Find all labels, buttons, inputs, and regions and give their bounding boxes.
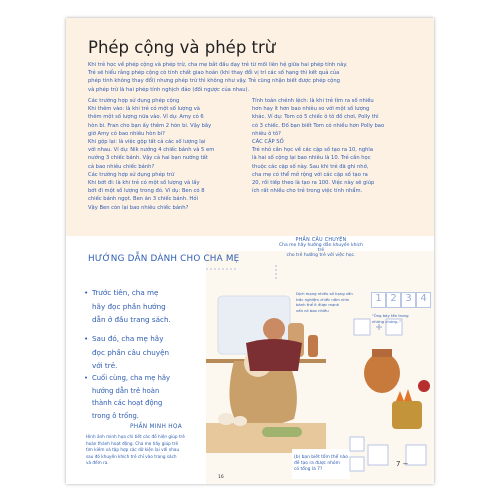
number-box: 1 — [371, 292, 386, 308]
page-number: 16 — [218, 475, 224, 480]
intro-line: Trẻ sẽ hiểu rằng phép cộng có tính chất giao hoán (khi thay đổi vị trí các số hạng thì kết quả của — [88, 70, 340, 77]
col-line: CÁC CẶP SỐ — [252, 139, 284, 146]
bubble-line: trắc nghiệm chiếc nấm nhìn — [296, 296, 350, 302]
col-line: Tính toán chênh lệch: là khi trẻ tìm ra số nhiều — [252, 98, 374, 104]
guide-title: HƯỚNG DẪN DÀNH CHO CHA MẸ — [88, 254, 240, 264]
col-line: 20, rồi tiếp theo là tạo ra 100. Việc này sẽ giúp — [252, 180, 375, 187]
bubble-line: Dịch mạng nhiều số hạng vấn — [296, 291, 353, 296]
question-line: có tổng là 7? — [294, 467, 323, 473]
col-line: cả bao nhiêu chiếc bánh? — [88, 163, 155, 170]
activity-prompt — [372, 313, 432, 324]
bullet-line: thành các hoạt động — [92, 399, 163, 407]
col-line: Vậy Ben còn lại bao nhiêu chiếc bánh? — [88, 204, 189, 211]
bullet-line: • Cuối cùng, cha mẹ hãy — [92, 374, 171, 382]
bubble-line: vấn có bao nhiêu — [296, 307, 329, 313]
parents-notes-panel — [66, 18, 434, 236]
bullet-line: trong ô trống. — [92, 411, 139, 420]
guide-panel — [66, 236, 434, 484]
col-line: có 3 chiếc. Đố bạn biết Tom có nhiều hơn Polly bao — [252, 122, 385, 129]
illustration-area — [206, 251, 434, 484]
col-line: Khi thêm vào: là khi trẻ có một số lượng và — [88, 106, 200, 113]
text-line: hoàn thành hoạt động. Cha mẹ hãy giúp trẻ — [86, 440, 179, 446]
intro-line: Khi trẻ học về phép cộng và phép trừ, cha mẹ bắt đầu dạy trẻ từ mối liên hệ giữa hai phép tính này. — [88, 62, 348, 68]
speech-bubble — [296, 291, 358, 313]
bullet-line: hãy đọc phần hướng — [92, 301, 166, 311]
question-line: đề tạo ra được nhóm — [294, 461, 340, 467]
story-line: cho trẻ hướng trẻ với việc học. — [286, 253, 356, 258]
col-line: nướng 3 chiếc bánh. Vậy cả hai bạn nướng tất — [88, 155, 208, 162]
col-line: Các trường hợp sử dụng phép trừ — [88, 171, 175, 178]
number-box: 4 — [416, 292, 431, 308]
question-text — [294, 455, 364, 474]
bullet-line: dẫn ở đầu trang sách. — [92, 315, 171, 324]
question-line: (b) bạn biết tổm thể nào — [294, 455, 348, 460]
col-line: ích rất nhiều cho trẻ trong việc tính nhẩm. — [252, 188, 363, 195]
col-line: hòn bi. Fran cho bạn ấy thêm 2 hòn bi. Vậy bây — [88, 122, 212, 129]
illustration-section-title: PHẦN MINH HỌA — [130, 424, 183, 430]
right-column — [252, 97, 414, 195]
intro-text — [88, 61, 412, 94]
bullet-line: • Trước tiên, cha mẹ — [92, 288, 159, 297]
bullet-line: đọc phần câu chuyện — [92, 347, 170, 357]
book-page — [66, 18, 434, 484]
guide-bullet — [92, 332, 169, 373]
col-line: Khi bớt đi: là khi trẻ có một số lượng và lấy — [88, 180, 200, 187]
story-line: Cha mẹ hãy hướng dẫn khuyến khích trẻ — [278, 243, 364, 253]
col-line: với nhau. Ví dụ: Nik nướng 4 chiếc bánh và 5 em — [88, 147, 215, 154]
story-section — [276, 238, 366, 258]
left-column — [88, 97, 243, 212]
text-line: tìm kiếm và tập hợp các dữ kiện lại với nhau — [86, 447, 180, 452]
bubble-line: bánh thể ít được mạnh — [296, 302, 340, 308]
col-line: nhiêu ô tô? — [252, 130, 281, 137]
col-line: chiếc bánh ngọt. Ben ăn 3 chiếc bánh. Hỏi — [88, 196, 198, 203]
text-line: sau đó khuyến khích trẻ chỉ vào trang sách — [86, 453, 177, 459]
col-line: hơn hay ít hơn bao nhiêu so với một số lượng — [252, 106, 370, 113]
col-line: giờ Amy có bao nhiêu hòn bi? — [88, 130, 165, 137]
col-line: bớt đi một số lượng trong đó. Ví dụ: Ben có 8 — [88, 188, 205, 195]
col-line: Trẻ nhỏ cần học về các cặp số tạo ra 10, nghĩa — [252, 147, 374, 154]
story-title: PHẦN CÂU CHUYỆN — [295, 238, 347, 243]
col-line: cha mẹ có thể mở rộng với các cặp số tạo ra — [252, 171, 368, 178]
text-line: Hình ảnh minh họa chi tiết các đồ hiện giúp trẻ — [86, 434, 185, 439]
page-title: Phép cộng và phép trừ — [88, 38, 276, 57]
col-line: Các trường hợp sử dụng phép cộng — [88, 98, 180, 104]
activity-line: những chúng.." — [372, 318, 402, 324]
col-line: là hai số cộng lại bao nhiêu là 10. Trẻ cần học — [252, 155, 371, 162]
intro-line: và phép trừ là hai phép tính nghịch đảo (đối ngược của nhau). — [88, 86, 250, 93]
col-line: thêm một số lượng nữa vào. Ví dụ: Amy có 6 — [88, 114, 204, 121]
bullet-line: • Sau đó, cha mẹ hãy — [92, 334, 164, 343]
guide-bullet — [92, 286, 171, 327]
bullet-line: hướng dẫn trẻ hoàn — [92, 386, 160, 395]
number-box: 2 — [386, 292, 401, 308]
text-line: và đếm ra. — [86, 460, 109, 465]
col-line: thuộc các cặp số này. Sau khi trẻ đã ghi nhớ, — [252, 163, 369, 170]
bullet-line: với trẻ. — [92, 361, 118, 370]
col-line: khác. Ví dụ: Tom có 5 chiếc ô tô đồ chơi, Polly thì — [252, 114, 379, 121]
col-line: Khi gộp lại: là việc gộp tất cả các số lượng lại — [88, 139, 206, 146]
sum-equation: 7 − — [396, 460, 409, 468]
kitchen-scene-illustration — [206, 251, 434, 484]
number-box: 3 — [401, 292, 416, 308]
activity-line: "Ông bây tên trong — [372, 313, 409, 318]
guide-bullet — [92, 372, 170, 422]
intro-line: phép tính không thay đổi) nhưng phép trừ thì không như vậy. Trẻ cũng nhận biết được phép cộng — [88, 78, 340, 85]
illustration-section-text — [86, 434, 210, 467]
